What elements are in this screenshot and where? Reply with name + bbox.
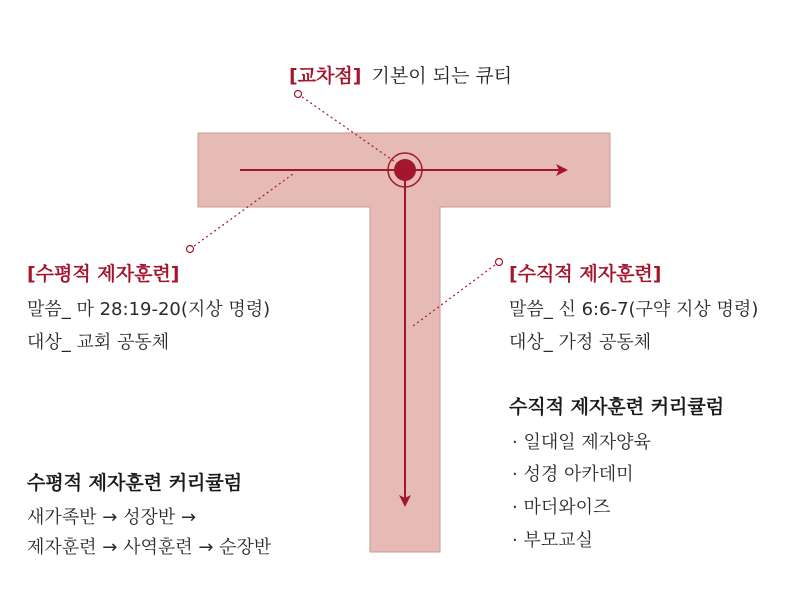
horizontal-curriculum-title: 수평적 제자훈련 커리큘럼: [27, 472, 243, 494]
horizontal-scripture: 말씀_ 마 28:19-20(지상 명령): [27, 299, 271, 320]
vertical-leader-dot: [496, 259, 503, 266]
horizontal-leader-dot: [187, 246, 194, 253]
vertical-bracket-title: [수직적 제자훈련]: [509, 263, 662, 285]
intersection-bracket-title: [교차점]: [289, 65, 362, 87]
horizontal-bracket-title: [수평적 제자훈련]: [27, 263, 180, 285]
vertical-target: 대상_ 가정 공동체: [509, 332, 652, 353]
vertical-curriculum-item: · 마더와이즈: [512, 497, 611, 518]
intersection-dot: [394, 159, 416, 181]
horizontal-curriculum-line-2: 제자훈련 → 사역훈련 → 순장반: [27, 537, 272, 558]
intersection-label: [289, 61, 512, 88]
vertical-scripture: 말씀_ 신 6:6-7(구약 지상 명령): [509, 299, 759, 320]
vertical-curriculum-title: 수직적 제자훈련 커리큘럼: [509, 396, 725, 418]
intersection-leader-dot: [295, 91, 302, 98]
vertical-curriculum-item: · 성경 아카데미: [512, 464, 634, 485]
intersection-text: 기본이 되는 큐티: [371, 65, 513, 87]
horizontal-curriculum-line-1: 새가족반 → 성장반 →: [27, 507, 197, 528]
vertical-curriculum-item: · 부모교실: [512, 530, 593, 551]
horizontal-target: 대상_ 교회 공동체: [27, 332, 170, 353]
vertical-curriculum-item: · 일대일 제자양육: [512, 432, 651, 453]
